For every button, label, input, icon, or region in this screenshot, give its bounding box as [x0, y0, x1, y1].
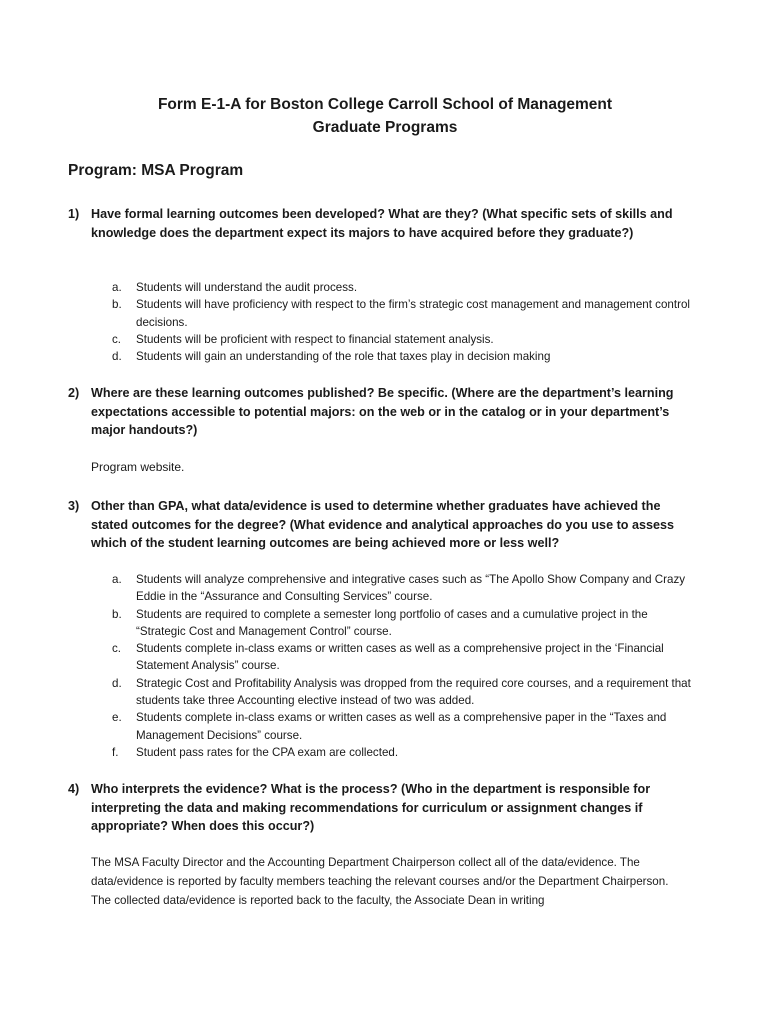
program-heading: Program: MSA Program — [68, 162, 244, 179]
question-3-evidence-list — [112, 571, 692, 761]
question-2 — [68, 384, 688, 440]
form-title: Form E-1-A for Boston College Carroll School of Management — [157, 96, 613, 113]
list-item-text: Students complete in-class exams or written cases as well as a comprehensive project in the ‘Financial Statement Analysis” course. — [136, 642, 664, 673]
form-subtitle: Graduate Programs — [312, 119, 458, 136]
list-item — [112, 709, 692, 744]
question-1 — [68, 205, 688, 242]
list-item — [112, 606, 692, 641]
question-number: 2) — [68, 386, 80, 400]
question-3 — [68, 497, 688, 553]
list-item — [112, 571, 692, 606]
list-item-text: Students are required to complete a semester long portfolio of cases and a cumulative project in the “Strategic Cost and Management Control” course. — [136, 607, 648, 638]
list-marker: d. — [112, 350, 122, 364]
list-marker: d. — [112, 676, 122, 690]
list-item-text: Student pass rates for the CPA exam are collected. — [136, 745, 399, 759]
list-item-text: Students will gain an understanding of the role that taxes play in decision making — [136, 350, 551, 364]
question-text: Who interprets the evidence? What is the process? (Who in the department is responsible for interpreting the data and making recommendations for curriculum or assignment changes if appropriate? When does this occur?) — [91, 782, 651, 833]
list-item — [112, 331, 692, 348]
list-marker: f. — [112, 745, 119, 759]
question-number: 3) — [68, 499, 80, 513]
question-number: 4) — [68, 782, 80, 796]
list-item — [112, 348, 692, 365]
question-1-outcomes-list — [112, 279, 692, 365]
list-marker: a. — [112, 573, 122, 586]
list-marker: e. — [112, 711, 122, 725]
list-item — [112, 279, 692, 296]
list-item-text: Strategic Cost and Profitability Analysis was dropped from the required core courses, and a requirement that students take three Accounting elective instead of two was added. — [136, 676, 691, 708]
question-text: Other than GPA, what data/evidence is used to determine whether graduates have achieved the stated outcomes for the degree? (What evidence and analytical approaches do you use to assess which of the student learning outcomes are being achieved more or less well? — [91, 499, 674, 550]
list-marker: b. — [112, 607, 122, 621]
list-item — [112, 640, 692, 675]
list-marker: c. — [112, 642, 122, 656]
question-text: Where are these learning outcomes published? Be specific. (Where are the department’s learning expectations accessible to potential majors: on the web or in the catalog or in your department’s major handouts?) — [91, 386, 674, 437]
question-4 — [68, 780, 688, 836]
list-marker: b. — [112, 298, 122, 312]
list-item-text: Students will analyze comprehensive and integrative cases such as “The Apollo Show Company and Crazy Eddie in the “Assurance and Consulting Services” course. — [136, 573, 686, 604]
list-marker: a. — [112, 281, 122, 294]
list-item-text: Students will be proficient with respect to financial statement analysis. — [136, 332, 494, 346]
question-4-answer: The MSA Faculty Director and the Accounting Department Chairperson collect all of the data/evidence. The data/evidence is reported by faculty members teaching the relevant courses and/or the Department Chairperson. The collected data/evidence is reported back to the faculty, the Associate Dean in writing — [91, 856, 669, 907]
list-item-text: Students will have proficiency with respect to the firm’s strategic cost management and management control decisions. — [136, 298, 690, 329]
question-text: Have formal learning outcomes been developed? What are they? (What specific sets of skills and knowledge does the department expect its majors to have acquired before they graduate?) — [91, 207, 673, 240]
list-item — [112, 675, 692, 710]
question-2-answer: Program website. — [91, 460, 185, 474]
list-item — [112, 296, 692, 331]
list-item-text: Students complete in-class exams or written cases as well as a comprehensive paper in the “Taxes and Management Decisions” course. — [136, 711, 667, 742]
list-item — [112, 744, 692, 761]
list-item-text: Students will understand the audit process. — [136, 281, 358, 294]
question-number: 1) — [68, 207, 80, 221]
list-marker: c. — [112, 332, 122, 346]
